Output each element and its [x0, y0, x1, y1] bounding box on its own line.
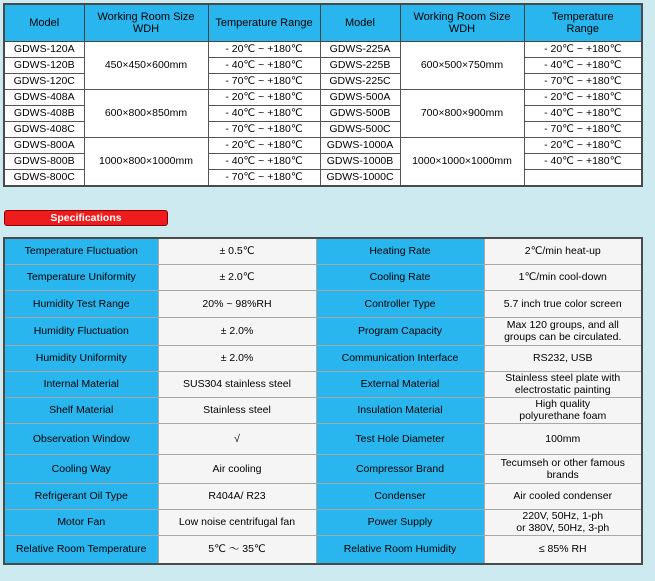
- header-temperature-range: Temperature Range: [208, 4, 320, 42]
- range-cell: - 40℃ ~ +180℃: [208, 106, 320, 122]
- spec-value: Max 120 groups, and all groups can be circulated.: [484, 317, 642, 345]
- size-cell: 450×450×600mm: [84, 42, 208, 90]
- range-cell: - 20℃ ~ +180℃: [208, 90, 320, 106]
- model-cell: GDWS-1000C: [320, 170, 400, 187]
- header-model: Model: [4, 4, 84, 42]
- model-cell: GDWS-408B: [4, 106, 84, 122]
- model-cell: GDWS-225C: [320, 74, 400, 90]
- spec-label: Temperature Fluctuation: [4, 238, 158, 264]
- spec-label: Motor Fan: [4, 509, 158, 535]
- spec-row: [4, 483, 642, 509]
- range-cell: - 40℃ ~ +180℃: [208, 154, 320, 170]
- header-working-room-size: [84, 4, 208, 42]
- spec-label: Temperature Uniformity: [4, 264, 158, 290]
- header-working-room-size-2: [400, 4, 524, 42]
- spec-label: Humidity Fluctuation: [4, 317, 158, 345]
- range-cell: - 40℃ ~ +180℃: [524, 106, 642, 122]
- spec-value: ± 2.0%: [158, 345, 316, 371]
- model-cell: GDWS-500A: [320, 90, 400, 106]
- model-table-row: [4, 90, 642, 106]
- spec-label: Insulation Material: [316, 397, 484, 423]
- spec-label: Heating Rate: [316, 238, 484, 264]
- header-size-text: Working Room Size WDH: [97, 11, 195, 35]
- model-cell: GDWS-1000A: [320, 138, 400, 154]
- model-cell: GDWS-225A: [320, 42, 400, 58]
- model-cell: GDWS-500C: [320, 122, 400, 138]
- spec-value: 20% ~ 98%RH: [158, 290, 316, 317]
- spec-value: Stainless steel: [158, 397, 316, 423]
- range-cell: - 20℃ ~ +180℃: [208, 42, 320, 58]
- model-cell: GDWS-225B: [320, 58, 400, 74]
- spec-value: 5.7 inch true color screen: [484, 290, 642, 317]
- specifications-table: [3, 237, 643, 565]
- range-cell: - 40℃ ~ +180℃: [208, 58, 320, 74]
- range-cell: - 70℃ ~ +180℃: [524, 74, 642, 90]
- spec-value: 220V, 50Hz, 1-ph or 380V, 50Hz, 3-ph: [484, 509, 642, 535]
- model-cell: GDWS-800C: [4, 170, 84, 187]
- spec-label: Relative Room Temperature: [4, 535, 158, 564]
- spec-row: [4, 345, 642, 371]
- header-temperature-range-2: [524, 4, 642, 42]
- spec-value: ± 2.0%: [158, 317, 316, 345]
- spec-value: Tecumseh or other famous brands: [484, 454, 642, 483]
- spec-row: [4, 535, 642, 564]
- spec-row: [4, 454, 642, 483]
- spec-row: [4, 371, 642, 397]
- spec-value: ± 2.0℃: [158, 264, 316, 290]
- spec-label: Humidity Uniformity: [4, 345, 158, 371]
- spec-value: Stainless steel plate with electrostatic painting: [484, 371, 642, 397]
- range-cell: - 20℃ ~ +180℃: [208, 138, 320, 154]
- spec-label: Internal Material: [4, 371, 158, 397]
- spec-value: 5℃ ～ 35℃: [158, 535, 316, 564]
- model-cell: GDWS-408A: [4, 90, 84, 106]
- spec-row: [4, 238, 642, 264]
- size-cell: 700×800×900mm: [400, 90, 524, 138]
- spec-value: Air cooled condenser: [484, 483, 642, 509]
- spec-value: Air cooling: [158, 454, 316, 483]
- spec-value: √: [158, 423, 316, 454]
- model-cell: GDWS-1000B: [320, 154, 400, 170]
- spec-label: Condenser: [316, 483, 484, 509]
- spec-value: 100mm: [484, 423, 642, 454]
- model-table: [3, 3, 643, 187]
- model-table-row: [4, 42, 642, 58]
- spec-row: [4, 317, 642, 345]
- spec-label: Cooling Rate: [316, 264, 484, 290]
- size-cell: 600×800×850mm: [84, 90, 208, 138]
- header-range-text-2: Temperature Range: [551, 11, 614, 35]
- range-cell: - 70℃ ~ +180℃: [208, 170, 320, 187]
- spec-label: Shelf Material: [4, 397, 158, 423]
- spec-value: RS232, USB: [484, 345, 642, 371]
- range-cell: - 20℃ ~ +180℃: [524, 138, 642, 154]
- specifications-banner: Specifications: [4, 210, 168, 226]
- spec-label: Observation Window: [4, 423, 158, 454]
- spec-label: External Material: [316, 371, 484, 397]
- spec-value: 2℃/min heat-up: [484, 238, 642, 264]
- header-model-2: Model: [320, 4, 400, 42]
- model-cell: GDWS-500B: [320, 106, 400, 122]
- spec-row: [4, 509, 642, 535]
- spec-value: SUS304 stainless steel: [158, 371, 316, 397]
- spec-row: [4, 290, 642, 317]
- model-cell: GDWS-800A: [4, 138, 84, 154]
- spec-label: Power Supply: [316, 509, 484, 535]
- spec-value: ± 0.5℃: [158, 238, 316, 264]
- model-table-header-row: [4, 4, 642, 42]
- spec-label: Controller Type: [316, 290, 484, 317]
- range-cell: - 20℃ ~ +180℃: [524, 90, 642, 106]
- range-cell: - 40℃ ~ +180℃: [524, 154, 642, 170]
- model-cell: GDWS-120B: [4, 58, 84, 74]
- spec-value: ≤ 85% RH: [484, 535, 642, 564]
- range-cell: - 70℃ ~ +180℃: [524, 122, 642, 138]
- spec-value: High quality polyurethane foam: [484, 397, 642, 423]
- spec-label: Refrigerant Oil Type: [4, 483, 158, 509]
- spec-row: [4, 423, 642, 454]
- size-cell: 1000×800×1000mm: [84, 138, 208, 187]
- range-cell: - 20℃ ~ +180℃: [524, 42, 642, 58]
- spec-value: 1℃/min cool-down: [484, 264, 642, 290]
- spec-label: Program Capacity: [316, 317, 484, 345]
- spec-value: R404A/ R23: [158, 483, 316, 509]
- range-cell: - 40℃ ~ +180℃: [524, 58, 642, 74]
- size-cell: 1000×1000×1000mm: [400, 138, 524, 187]
- spec-label: Humidity Test Range: [4, 290, 158, 317]
- model-cell: GDWS-800B: [4, 154, 84, 170]
- spec-label: Cooling Way: [4, 454, 158, 483]
- model-table-row: [4, 138, 642, 154]
- header-size-text-2: Working Room Size WDH: [413, 11, 511, 35]
- model-cell: GDWS-120A: [4, 42, 84, 58]
- range-cell: - 70℃ ~ +180℃: [208, 122, 320, 138]
- spec-label: Compressor Brand: [316, 454, 484, 483]
- size-cell: 600×500×750mm: [400, 42, 524, 90]
- spec-label: Test Hole Diameter: [316, 423, 484, 454]
- spec-row: [4, 397, 642, 423]
- spec-value: Low noise centrifugal fan: [158, 509, 316, 535]
- model-cell: GDWS-408C: [4, 122, 84, 138]
- spec-label: Communication Interface: [316, 345, 484, 371]
- spec-label: Relative Room Humidity: [316, 535, 484, 564]
- spec-row: [4, 264, 642, 290]
- range-cell: [524, 170, 642, 187]
- model-cell: GDWS-120C: [4, 74, 84, 90]
- range-cell: - 70℃ ~ +180℃: [208, 74, 320, 90]
